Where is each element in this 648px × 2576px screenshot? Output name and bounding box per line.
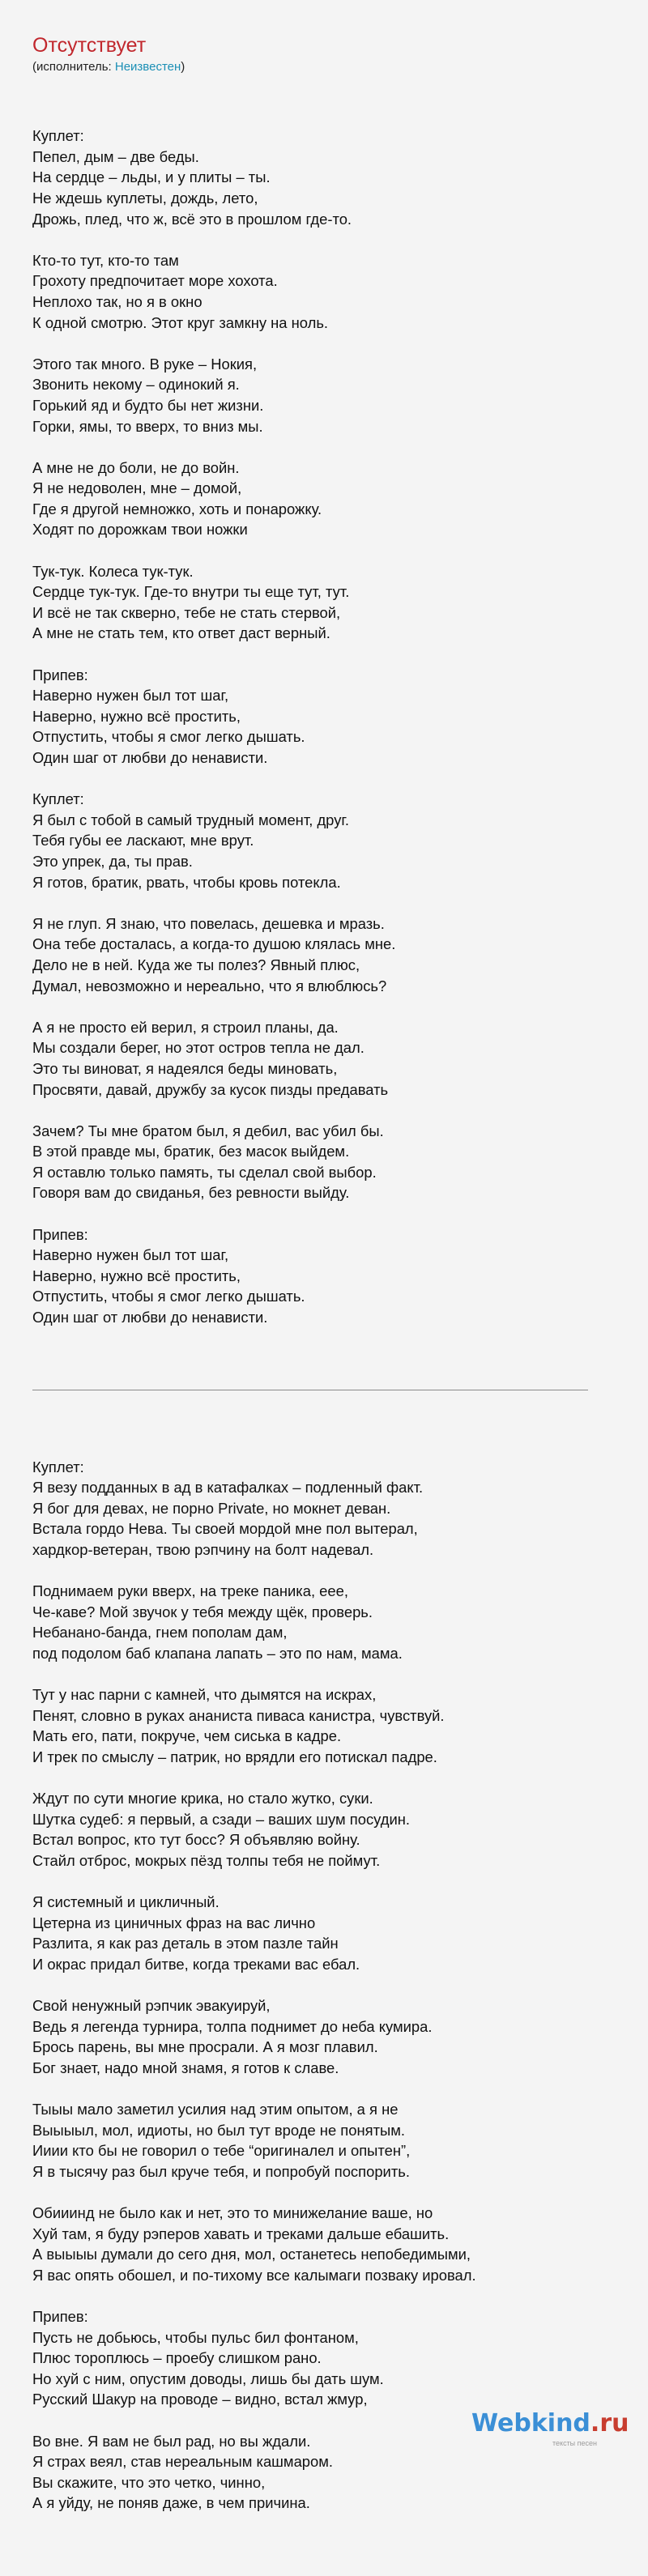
lyrics-line: Хуй там, я буду рэперов хавать и треками дальше ебашить. bbox=[32, 2225, 450, 2242]
lyrics-line: Встала гордо Нева. Ты своей мордой мне пол вытерал, bbox=[32, 1520, 418, 1538]
lyrics-part-2 bbox=[32, 1457, 616, 2514]
lyrics-line: И всё не так скверно, тебе не стать стервой, bbox=[32, 603, 341, 621]
lyrics-line: Горький яд и будто бы нет жизни. bbox=[32, 396, 264, 414]
lyrics-line: Че-каве? Мой звучок у тебя между щёк, проверь. bbox=[32, 1603, 373, 1620]
lyrics-line: Вы скажите, что это четко, чинно, bbox=[32, 2473, 266, 2491]
lyrics-stanza bbox=[32, 458, 616, 540]
lyrics-line: Наверно нужен был тот шаг, bbox=[32, 687, 229, 705]
lyrics-line: Она тебе досталась, а когда-то душою клялась мне. bbox=[32, 935, 396, 953]
lyrics-line: Дело не в ней. Куда же ты полез? Явный плюс, bbox=[32, 956, 360, 973]
lyrics-line: Небанано-банда, гнем пополам дам, bbox=[32, 1624, 288, 1641]
lyrics-stanza bbox=[32, 354, 616, 436]
lyrics-stanza bbox=[32, 665, 616, 769]
lyrics-stanza bbox=[32, 1684, 616, 1767]
lyrics-line: Свой ненужный рэпчик эвакуируй, bbox=[32, 1997, 271, 2015]
lyrics-stanza bbox=[32, 1892, 616, 1974]
lyrics bbox=[32, 84, 616, 2576]
lyrics-line: Ждут по сути многие крика, но стало жутко, суки. bbox=[32, 1790, 373, 1807]
lyrics-line: Я был с тобой в самый трудный момент, друг. bbox=[32, 811, 349, 828]
lyrics-stanza bbox=[32, 2306, 616, 2410]
lyrics-line: Во вне. Я вам не был рад, но вы ждали. bbox=[32, 2432, 311, 2450]
lyrics-line: Встал вопрос, кто тут босс? Я объявляю войну. bbox=[32, 1831, 360, 1849]
lyrics-line: Выыыыл, мол, идиоты, но был тут вроде не понятым. bbox=[32, 2121, 405, 2139]
lyrics-line: Мы создали берег, но этот остров тепла не дал. bbox=[32, 1039, 364, 1057]
lyrics-line: Просвяти, давай, дружбу за кусок пизды предавать bbox=[32, 1080, 389, 1098]
lyrics-line: Я бог для девах, не порно Private, но мокнет деван. bbox=[32, 1499, 391, 1517]
lyrics-line: Разлита, я как раз деталь в этом пазле тайн bbox=[32, 1935, 339, 1952]
lyrics-line: Тыыы мало заметил усилия над этим опытом, а я не bbox=[32, 2101, 399, 2118]
lyrics-line: Наверно, нужно всё простить, bbox=[32, 707, 241, 725]
lyrics-line: Этого так много. В руке – Нокия, bbox=[32, 355, 258, 373]
lyrics-stanza bbox=[32, 1017, 616, 1100]
lyrics-stanza bbox=[32, 126, 616, 229]
lyrics-line: Один шаг от любви до ненависти. bbox=[32, 1309, 268, 1326]
lyrics-line: Кто-то тут, кто-то там bbox=[32, 251, 179, 269]
lyrics-line: Мать его, пати, покруче, чем сиська в кадре. bbox=[32, 1727, 342, 1745]
logo-subtitle: тексты песен bbox=[552, 2439, 598, 2447]
lyrics-stanza bbox=[32, 1224, 616, 1328]
lyrics-line: Тук-тук. Колеса тук-тук. bbox=[32, 562, 194, 580]
lyrics-line: Я в тысячу раз был круче тебя, и попробуй поспорить. bbox=[32, 2162, 410, 2180]
lyrics-line: Я оставлю только память, ты сделал свой выбор. bbox=[32, 1163, 377, 1181]
lyrics-line: Отпустить, чтобы я смог легко дышать. bbox=[32, 1288, 305, 1305]
lyrics-line: А мне не стать тем, кто ответ даст верный. bbox=[32, 624, 330, 642]
lyrics-stanza bbox=[32, 1581, 616, 1663]
lyrics-line: Я не недоволен, мне – домой, bbox=[32, 479, 242, 497]
lyrics-line: Тут у нас парни с камней, что дымятся на искрах, bbox=[32, 1686, 377, 1704]
lyrics-line: хардкор-ветеран, твою рэпчину на болт надевал. bbox=[32, 1540, 374, 1558]
lyrics-line: Сердце тук-тук. Где-то внутри ты еще тут, тут. bbox=[32, 583, 350, 601]
lyrics-stanza bbox=[32, 561, 616, 644]
lyrics-line: Грохоту предпочитает море хохота. bbox=[32, 272, 278, 290]
lyrics-line: А я не просто ей верил, я строил планы, да. bbox=[32, 1018, 339, 1036]
lyrics-stanza bbox=[32, 2203, 616, 2285]
lyrics-stanza bbox=[32, 1121, 616, 1203]
lyrics-line: Куплет: bbox=[32, 127, 84, 145]
webkind-logo[interactable] bbox=[471, 2409, 638, 2453]
lyrics-line: Зачем? Ты мне братом был, я дебил, вас убил бы. bbox=[32, 1122, 384, 1139]
lyrics-stanza bbox=[32, 2099, 616, 2182]
lyrics-stanza bbox=[32, 1788, 616, 1871]
lyrics-line: Русский Шакур на проводе – видно, встал жмур, bbox=[32, 2391, 368, 2408]
lyrics-stanza bbox=[32, 789, 616, 892]
lyrics-line: Пепел, дым – две беды. bbox=[32, 147, 199, 165]
lyrics-line: И трек по смыслу – патрик, но врядли его потискал падре. bbox=[32, 1748, 437, 1765]
lyrics-line: На сердце – льды, и у плиты – ты. bbox=[32, 168, 271, 186]
lyrics-line: Куплет: bbox=[32, 790, 84, 808]
lyrics-line: Думал, невозможно и нереально, что я влюблюсь? bbox=[32, 977, 387, 994]
logo-main: Webkind bbox=[471, 2409, 590, 2438]
lyrics-line: А выыыы думали до сего дня, мол, останетесь непобедимыми, bbox=[32, 2246, 471, 2263]
lyrics-line: И окрас придал битве, когда треками вас ебал. bbox=[32, 1955, 360, 1973]
lyrics-line: Ииии кто бы не говорил о тебе “оригиналел и опытен”, bbox=[32, 2142, 411, 2160]
lyrics-line: Припев: bbox=[32, 2307, 88, 2325]
lyrics-line: Я страх веял, став нереальным кашмаром. bbox=[32, 2453, 334, 2471]
artist-prefix: (исполнитель: bbox=[32, 60, 115, 74]
lyrics-line: Неплохо так, но я в окно bbox=[32, 292, 202, 310]
lyrics-line: под подолом баб клапана лапать – это по нам, мама. bbox=[32, 1644, 403, 1662]
lyrics-line: Отпустить, чтобы я смог легко дышать. bbox=[32, 728, 305, 746]
lyrics-line: Пусть не добьюсь, чтобы пульс бил фонтаном, bbox=[32, 2328, 359, 2346]
lyrics-line: Стайл отброс, мокрых пёзд толпы тебя не поймут. bbox=[32, 1851, 381, 1869]
lyrics-line: Брось парень, вы мне просрали. А я мозг плавил. bbox=[32, 2038, 378, 2056]
lyrics-line: Я везу подданных в ад в катафалках – подленный факт. bbox=[32, 1479, 424, 1497]
lyrics-line: Ведь я легенда турнира, толпа поднимет до неба кумира. bbox=[32, 2017, 433, 2035]
artist-suffix: ) bbox=[181, 60, 185, 74]
lyrics-line: Не ждешь куплеты, дождь, лето, bbox=[32, 189, 258, 207]
lyrics-line: А мне не до боли, не до войн. bbox=[32, 458, 240, 476]
lyrics-line: Но хуй с ним, опустим доводы, лишь бы дать шум. bbox=[32, 2369, 384, 2387]
logo-tld: .ru bbox=[590, 2409, 629, 2438]
lyrics-line: Бог знает, надо мной знамя, я готов к славе. bbox=[32, 2059, 339, 2076]
lyrics-line: Один шаг от любви до ненависти. bbox=[32, 749, 268, 766]
lyrics-line: Наверно нужен был тот шаг, bbox=[32, 1246, 229, 1264]
lyrics-line: Обииинд не было как и нет, это то минижелание ваше, но bbox=[32, 2203, 433, 2221]
lyrics-line: Я вас опять обошел, и по-тихому все калымаги позваку ировал. bbox=[32, 2266, 476, 2284]
lyrics-line: Пенят, словно в руках ананиста пиваса канистра, чувствуй. bbox=[32, 1706, 445, 1724]
lyrics-line: Шутка судеб: я первый, а сзади – ваших шум посудин. bbox=[32, 1810, 411, 1828]
lyrics-line: Цетерна из циничных фраз на вас лично bbox=[32, 1914, 316, 1931]
lyrics-line: К одной смотрю. Этот круг замкну на ноль. bbox=[32, 313, 329, 331]
lyrics-line: Тебя губы ее ласкают, мне врут. bbox=[32, 832, 254, 849]
song-title: Отсутствует bbox=[32, 34, 147, 57]
lyrics-line: В этой правде мы, братик, без масок выйдем. bbox=[32, 1143, 350, 1160]
lyrics-line: Я системный и цикличный. bbox=[32, 1893, 220, 1911]
lyrics-line: Звонить некому – одинокий я. bbox=[32, 376, 240, 394]
lyrics-line: Куплет: bbox=[32, 1458, 84, 1475]
lyrics-part-1 bbox=[32, 126, 616, 1327]
lyrics-line: Я готов, братик, рвать, чтобы кровь потекла. bbox=[32, 873, 341, 891]
lyrics-line: Горки, ямы, то вверх, то вниз мы. bbox=[32, 417, 263, 435]
lyrics-line: Поднимаем руки вверх, на треке паника, еее, bbox=[32, 1582, 348, 1600]
lyrics-line: Дрожь, плед, что ж, всё это в прошлом где-то. bbox=[32, 210, 352, 228]
logo-text bbox=[471, 2409, 638, 2438]
lyrics-line: Припев: bbox=[32, 1225, 88, 1243]
lyrics-line: Говоря вам до свиданья, без ревности выйду. bbox=[32, 1184, 350, 1202]
artist-line bbox=[32, 60, 185, 74]
lyrics-line: Наверно, нужно всё простить, bbox=[32, 1267, 241, 1284]
lyrics-line: Это упрек, да, ты прав. bbox=[32, 852, 193, 870]
lyrics-line: Я не глуп. Я знаю, что повелась, дешевка и мразь. bbox=[32, 914, 385, 932]
lyrics-stanza bbox=[32, 913, 616, 996]
lyrics-line: Плюс тороплюсь – проебу слишком рано. bbox=[32, 2349, 322, 2367]
lyrics-line: А я уйду, не поняв даже, в чем причина. bbox=[32, 2494, 310, 2512]
lyrics-line: Ходят по дорожкам твои ножки bbox=[32, 521, 248, 539]
lyrics-stanza bbox=[32, 1995, 616, 2078]
lyrics-line: Это ты виноват, я надеялся беды миновать, bbox=[32, 1059, 338, 1077]
artist-link[interactable]: Неизвестен bbox=[114, 60, 181, 74]
lyrics-line: Где я другой немножко, хоть и понарожку. bbox=[32, 500, 322, 517]
lyrics-line: Припев: bbox=[32, 666, 88, 683]
lyrics-stanza bbox=[32, 250, 616, 333]
lyrics-stanza bbox=[32, 1457, 616, 1561]
